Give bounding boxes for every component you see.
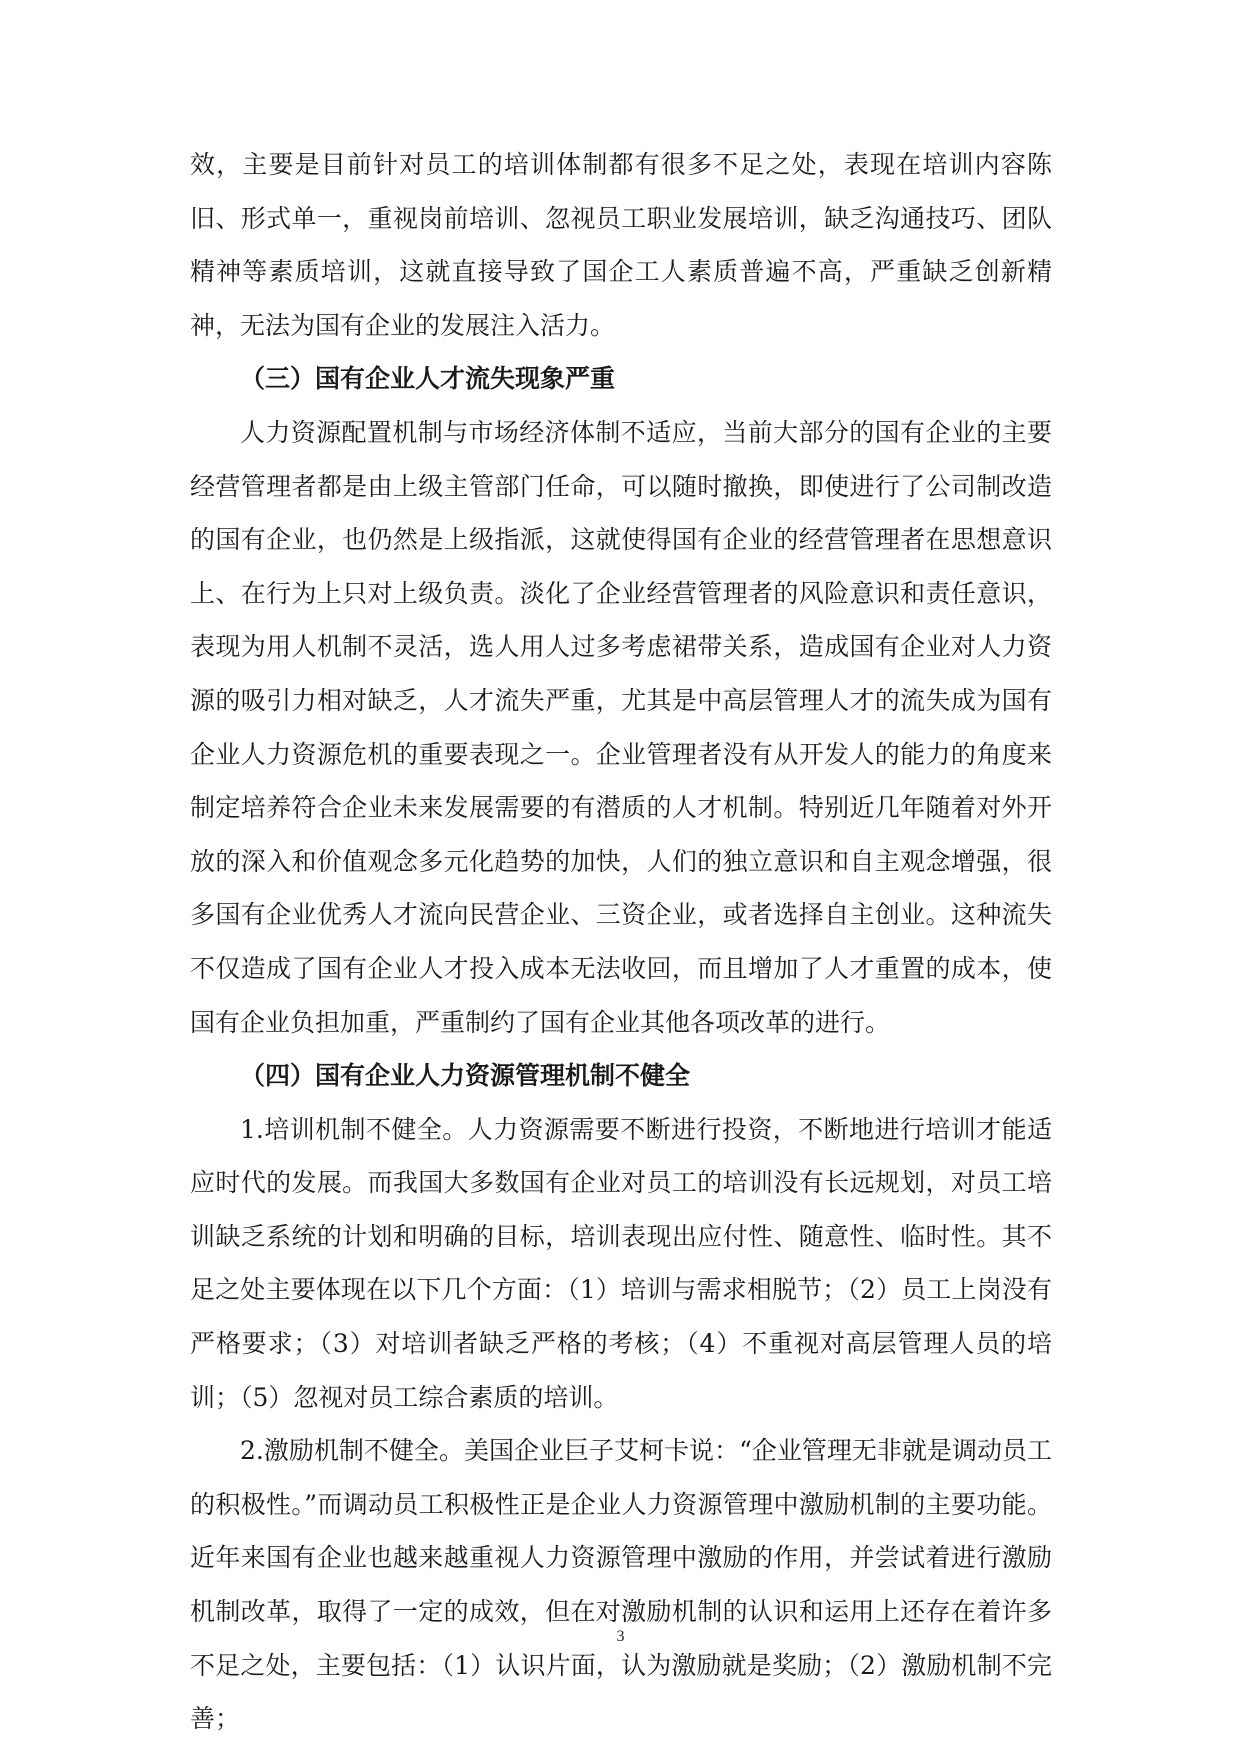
paragraph-talent-loss: 人力资源配置机制与市场经济体制不适应，当前大部分的国有企业的主要经营管理者都是由上级主管部门任命，可以随时撤换，即使进行了公司制改造的国有企业，也仍然是上级指派，这就使得国有企业的经营管理者在思想意识上、在行为上只对上级负责。淡化了企业经营管理者的风险意识和责任意识，表现为用人机制不灵活，选人用人过多考虑裙带关系，造成国有企业对人力资源的吸引力相对缺乏，人才流失严重，尤其是中高层管理人才的流失成为国有企业人力资源危机的重要表现之一。企业管理者没有从开发人的能力的角度来制定培养符合企业未来发展需要的有潜质的人才机制。特别近几年随着对外开放的深入和价值观念多元化趋势的加快，人们的独立意识和自主观念增强，很多国有企业优秀人才流向民营企业、三资企业，或者选择自主创业。这种流失不仅造成了国有企业人才投入成本无法收回，而且增加了人才重置的成本，使国有企业负担加重，严重制约了国有企业其他各项改革的进行。 (190, 417, 1052, 1037)
paragraph-training-mechanism: 1.培训机制不健全。人力资源需要不断进行投资，不断地进行培训才能适应时代的发展。而我国大多数国有企业对员工的培训没有长远规划，对员工培训缺乏系统的计划和明确的目标，培训表现出应付性、随意性、临时性。其不足之处主要体现在以下几个方面：（1）培训与需求相脱节；（2）员工上岗没有严格要求；（3）对培训者缺乏严格的考核；（4）不重视对高层管理人员的培训；（5）忽视对员工综合素质的培训。 (190, 1114, 1052, 1412)
paragraph-incentive-mechanism: 2.激励机制不健全。美国企业巨子艾柯卡说：“企业管理无非就是调动员工的积极性。”而调动员工积极性正是企业人力资源管理中激励机制的主要功能。近年来国有企业也越来越重视人力资源管理中激励的作用，并尝试着进行激励机制改革，取得了一定的成效，但在对激励机制的认识和运用上还存在着许多不足之处，主要包括：（1）认识片面，认为激励就是奖励；（2）激励机制不完善； (190, 1436, 1052, 1734)
section-heading-talent-loss: （三）国有企业人才流失现象严重 (240, 364, 616, 394)
document-body (190, 138, 1052, 1746)
section-heading-hr-mechanism: （四）国有企业人力资源管理机制不健全 (240, 1061, 691, 1091)
paragraph-training-shortcomings: 效，主要是目前针对员工的培训体制都有很多不足之处，表现在培训内容陈旧、形式单一，重视岗前培训、忽视员工职业发展培训，缺乏沟通技巧、团队精神等素质培训，这就直接导致了国企工人素质普遍不高，严重缺乏创新精神，无法为国有企业的发展注入活力。 (190, 150, 1052, 340)
page-number: 3 (616, 1628, 625, 1645)
